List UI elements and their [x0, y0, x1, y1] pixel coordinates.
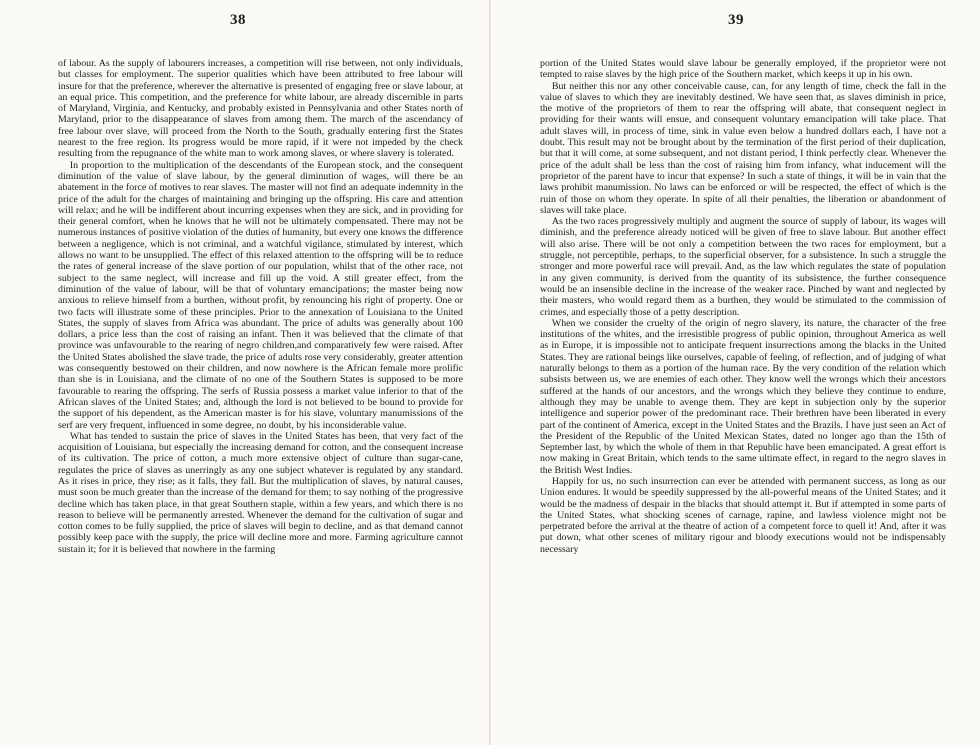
paragraph: Happily for us, no such insurrection can ever be attended with permanent success, as long as our Union endures. It would be speedily suppressed by the all-powerful means of the United States; and it would be the madness of despair in the blacks that should attempt it. But if attempted in some parts of the United States, what shocking scenes of carnage, rapine, and lawless violence might not be perpetrated before the arrival at the theatre of action of a competent force to quell it! And, after it was put down, what other scenes of military rigour and bloody executions would not be indispensably necessary [540, 475, 946, 555]
paragraph: portion of the United States would slave labour be generally employed, if the proprietor were not tempted to raise slaves by the high price of the Southern market, which keeps it up in his own. [540, 58, 946, 81]
right-page-text [540, 58, 946, 555]
paragraph: of labour. As the supply of labourers increases, a competition will rise between, not only individuals, but classes for employment. The superior qualities which have been attributed to free labour will insure for that the preference, wherever the alternative is presented of engaging free or slave labour, at an equal price. This competition, and the preference for white labour, are already discernible in parts of Maryland, Virginia, and Kentucky, and probably existed in Pennsylvania and other States north of Maryland, prior to the disappearance of slaves from among them. The march of the ascendancy of free labour over slave, will proceed from the North to the South, gradually entering first the States nearest to the free region. Its progress would be more rapid, if it were not impeded by the check resulting from the repugnance of the white man to work among slaves, or where slavery is tolerated. [58, 58, 463, 160]
page-number-right: 39 [728, 12, 744, 28]
paragraph: As the two races progressively multiply and augment the source of supply of labour, its wages will diminish, and the preference already noticed will be given of free to slave labour. But another effect will also arise. There will be not only a competition between the two races for employment, but a struggle, not perceptible, perhaps, to the superficial observer, for a subsistence. In such a struggle the stronger and more powerful race will prevail. And, as the law which regulates the state of population in any given community, is derived from the quantity of its subsistence, the further consequence would be an insensible decline in the increase of the weaker race. Pinched by want and neglected by their masters, who would regard them as a burthen, they would be stimulated to the commission of crimes, and especially those of a petty description. [540, 216, 946, 318]
right-page [490, 0, 980, 745]
left-page-text [58, 58, 463, 555]
paragraph: What has tended to sustain the price of slaves in the United States has been, that very fact of the acquisition of Louisiana, but especially the increasing demand for cotton, and the consequent increase of its cultivation. The price of cotton, a much more extensive object of culture than sugar-cane, regulates the price of slaves as unerringly as any one subject whatever is regulated by any standard. As it rises in price, they rise; as it falls, they fall. But the multiplication of slaves, by natural causes, must soon be much greater than the increase of the demand for them; to say nothing of the progressive decline which has taken place, in that great Southern staple, within a few years, and which there is no reason to believe will be permanently arrested. Whenever the demand for the cultivation of sugar and cotton comes to be fully supplied, the price of slaves will begin to decline, and as that demand cannot possibly keep pace with the supply, the price will decline more and more. Farming agriculture cannot sustain it; for it is believed that nowhere in the farming [58, 430, 463, 555]
page-number-left: 38 [230, 12, 246, 28]
paragraph: When we consider the cruelty of the origin of negro slavery, its nature, the character of the free institutions of the whites, and the irresistible progress of public opinion, throughout America as well as in Europe, it is impossible not to anticipate frequent insurrections among the blacks in the United States. They are rational beings like ourselves, capable of feeling, of reflection, and of judging of what naturally belongs to them as a portion of the human race. By the very condition of the relation which subsists between us, we are enemies of each other. They know well the wrongs which their ancestors suffered at the hands of our ancestors, and the wrongs which they believe they continue to endure, although they may be unable to avenge them. They are kept in subjection only by the superior intelligence and superior power of the predominant race. Their brethren have been liberated in every part of the continent of America, except in the United States and the Brazils. I have just seen an Act of the President of the Republic of the United Mexican States, dated no longer ago than the 15th of September last, by which the whole of them in that Republic have been emancipated. A great effort is now making in Great Britain, which tends to the same ultimate effect, in regard to the negro slaves in the British West Indies. [540, 317, 946, 476]
paragraph: But neither this nor any other conceivable cause, can, for any length of time, check the fall in the value of slaves to which they are inevitably destined. We have seen that, as slaves diminish in price, the motive of the proprietors of them to rear the offspring will abate, that consequent neglect in providing for their wants will ensue, and consequent voluntary emancipation will take place. That adult slaves will, in process of time, sink in value even below a hundred dollars each, I have not a doubt. This result may not be brought about by the termination of the first period of their duplication, but that it will come, at some subsequent, and not distant period, I think perfectly clear. Whenever the price of the adult shall be less than the cost of raising him from infancy, what inducement will the proprietor of the parent have to incur that expense? In such a state of things, it will be in vain that the laws prohibit manumission. No laws can be enforced or will be respected, the effect of which is the ruin of those on whom they operate. In spite of all their penalties, the liberation or abandonment of slaves will take place. [540, 80, 946, 216]
paragraph: In proportion to the multiplication of the descendants of the European stock, and the consequent diminution of the value of slave labour, by the general diminution of wages, will there be an abatement in the force of motives to rear slaves. The master will not find an adequate indemnity in the price of the adult for the charges of maintaining and bringing up the offspring. His care and attention will relax; and he will be indifferent about incurring expenses when they are sick, and in providing for their general comfort, when he knows that he will not be ultimately compensated. There may not be numerous instances of positive violation of the duties of humanity, but every one knows the difference between a negligence, which is not criminal, and a watchful vigilance, stimulated by interest, which allows no want to be unsupplied. The effect of this relaxed attention to the offspring will be to reduce the rates of general increase of the slave portion of our population, whilst that of the other race, not subject to the same neglect, will increase and fill up the void. A still greater effect, from the diminution of the value of labour, will be that of voluntary emancipations; the master being now anxious to relieve himself from a burthen, without profit, by renouncing his right of property. One or two facts will illustrate some of these principles. Prior to the annexation of Louisiana to the United States, the supply of slaves from Africa was abundant. The price of adults was generally about 100 dollars, a price less than the cost of raising an infant. Then it was believed that the climate of that province was unfavourable to the rearing of negro children,and comparatively few were raised. After the United States abolished the slave trade, the price of adults rose very considerably, greater attention was consequently bestowed on their children, and now nowhere is the African female more prolific than she is in Louisiana, and the climate of no one of the Southern States is supposed to be more favourable to rearing the offspring. The serfs of Russia possess a market value inferior to that of the African slaves of the United States; and, although the lord is not believed to be bound to provide for the support of his dependent, as the American master is for his slave, voluntary manumissions of the serf are very frequent, influenced in some degree, no doubt, by his inconsiderable value. [58, 159, 463, 431]
